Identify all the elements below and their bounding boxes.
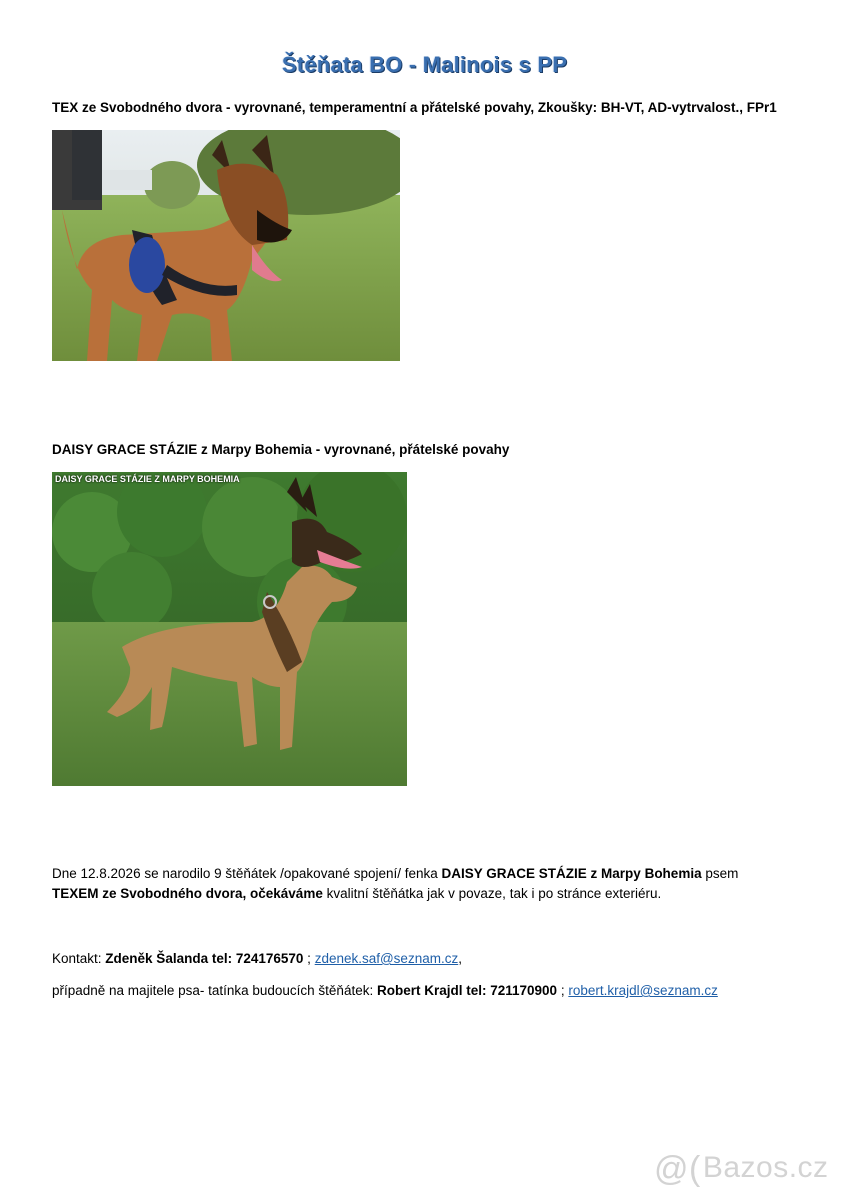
alt-contact-line [52,983,718,998]
sire-description: - vyrovnané, temperamentní a přátelské povahy, Zkoušky: BH-VT, AD-vytrvalost., FPr1 [222,100,777,115]
alt-contact-person: Robert Krajdl tel: 721170900 [376,983,558,998]
dam-line [52,442,509,457]
announcement-dam-name: DAISY GRACE STÁZIE z Marpy Bohemia [441,866,702,881]
alt-contact-intro: případně na majitele psa- tatínka budoucích štěňátek: [52,983,377,998]
contact-person: Zdeněk Šalanda tel: 724176570 [105,951,304,966]
dam-photo-caption: DAISY GRACE STÁZIE Z MARPY BOHEMIA [55,474,240,484]
sire-line [52,100,777,115]
announcement-sire-name: TEXEM ze Svobodného dvora, očekáváme [52,886,323,901]
alt-contact-email-link[interactable]: robert.krajdl@seznam.cz [568,983,718,998]
sire-name: TEX ze Svobodného dvora [52,100,223,115]
page-title: Štěňata BO - Malinois s PP [281,52,568,77]
announcement-text-2: psem [701,866,739,881]
announcement-text-3: kvalitní štěňátka jak v povaze, tak i po stránce exteriéru. [322,886,662,901]
contact-email-link[interactable]: zdenek.saf@seznam.cz [314,951,459,966]
announcement-line-1 [52,866,738,881]
watermark-text: Bazos.cz [702,1151,829,1184]
announcement-text-1: Dne 12.8.2026 se narodilo 9 štěňátek /opakované spojení/ fenka [52,866,442,881]
contact-separator: ; [303,951,315,966]
contact-trail: , [458,951,462,966]
announcement-line-2 [52,886,661,901]
bazos-watermark [654,1150,829,1189]
contact-label: Kontakt: [52,951,106,966]
dam-name: DAISY GRACE STÁZIE z Marpy Bohemia [52,442,313,457]
dam-description: - vyrovnané, přátelské povahy [312,442,510,457]
sire-photo [52,130,400,361]
dam-photo [52,472,407,786]
alt-contact-separator: ; [557,983,569,998]
watermark-at-icon: @( [654,1150,701,1188]
contact-line [52,951,462,966]
